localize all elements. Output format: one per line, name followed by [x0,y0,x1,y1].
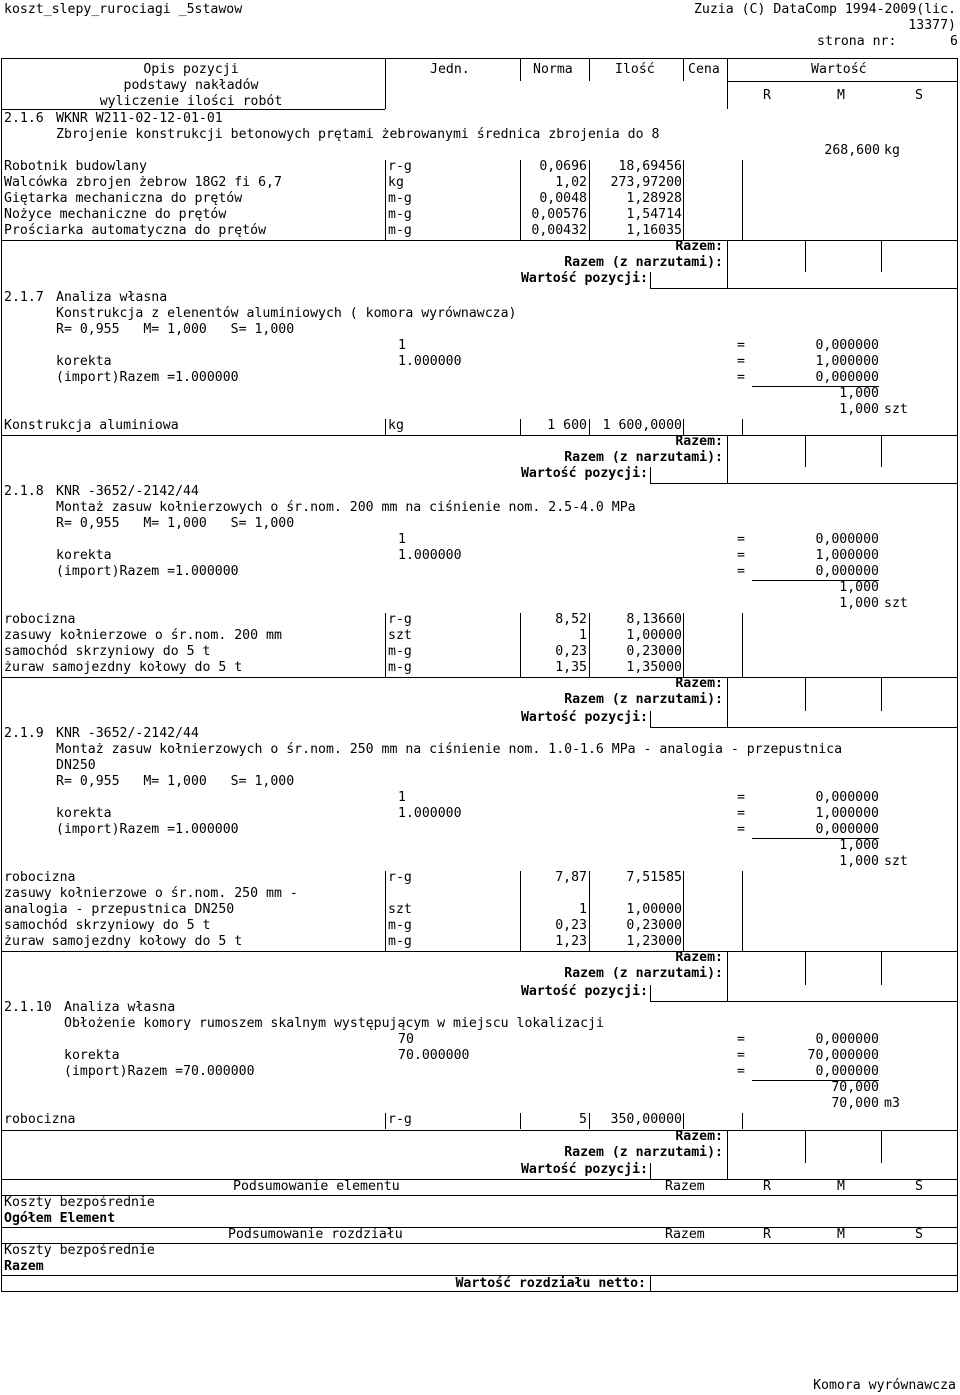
divider [727,677,728,727]
divider [650,711,651,727]
import-value: 70.000000 [183,1064,255,1079]
license: 13377) [908,18,956,33]
calc-sum: 1,000 [839,838,879,853]
divider [385,58,386,109]
import-value: 1.000000 [175,564,239,579]
resource-quantity: 1,16035 [626,223,682,238]
position-unit: kg [884,143,900,158]
copyright: Zuzia (C) DataComp 1994-2009(lic. [693,2,956,17]
divider [2,1179,958,1180]
rms-coefficients: R= 0,955 M= 1,000 S= 1,000 [56,516,295,531]
razem-narzuty-label: Razem (z narzutami): [564,966,723,981]
position-quantity: 1,000 [839,402,879,417]
rms-coefficients: R= 0,955 M= 1,000 S= 1,000 [56,774,295,789]
equals: = [737,806,745,821]
position-number: 2.1.8 [4,484,44,499]
resource-unit: m-g [388,918,412,933]
calc-result: 0,000000 [815,532,879,547]
resource-name: samochód skrzyniowy do 5 t [4,918,211,933]
summary-m-header: M [837,1227,845,1242]
razem-label: Razem: [675,950,723,965]
divider [520,160,521,240]
divider [2,109,385,110]
resource-quantity: 18,69456 [618,159,682,174]
resource-unit: m-g [388,223,412,238]
position-number: 2.1.7 [4,290,44,305]
divider [683,613,684,677]
divider [2,1227,958,1228]
calc-value: 70 [398,1032,414,1047]
document-title: koszt_slepy_rurociagi _5stawow [4,2,243,17]
resource-unit: m-g [388,191,412,206]
resource-norma: 5 [579,1112,587,1127]
divider [589,871,590,951]
page-number: 6 [950,34,958,49]
resource-unit: m-g [388,207,412,222]
resource-unit: r-g [388,1112,412,1127]
import-label [64,1064,255,1080]
col-podstawy: podstawy nakładów [123,78,259,93]
equals: = [737,532,745,547]
import-text: (import)Razem = [56,564,176,579]
calc-result: 0,000000 [815,338,879,353]
resource-norma: 1 600 [547,418,587,433]
resource-norma: 8,52 [555,612,587,627]
col-r: R [763,88,771,103]
divider [805,240,806,272]
resource-norma: 1,23 [555,934,587,949]
resource-unit: m-g [388,644,412,659]
equals: = [737,338,745,353]
resource-name: żuraw samojezdny kołowy do 5 t [4,660,243,675]
koszty-bezposrednie-label: Koszty bezpośrednie [4,1195,155,1210]
divider [520,1113,521,1129]
resource-name: samochód skrzyniowy do 5 t [4,644,211,659]
divider [589,58,590,81]
divider [727,240,728,288]
col-m: M [837,88,845,103]
divider [589,613,590,677]
col-cena: Cena [688,62,720,77]
import-result: 0,000000 [815,370,879,385]
calc-value: 1 [398,790,406,805]
resource-unit: szt [388,628,412,643]
equals: = [737,790,745,805]
korekta-value: 1.000000 [398,548,462,563]
resource-name: Prościarka automatyczna do prętów [4,223,267,238]
footer-element-name: Komora wyrównawcza [813,1378,956,1393]
position-quantity: 1,000 [839,596,879,611]
position-code: Analiza własna [56,290,168,305]
divider [683,160,684,240]
position-quantity: 70,000 [831,1096,879,1111]
resource-quantity: 0,23000 [626,918,682,933]
divider [683,1113,684,1129]
resource-norma: 0,23 [555,644,587,659]
koszty-bezposrednie-label: Koszty bezpośrednie [4,1243,155,1258]
resource-norma: 0,00576 [531,207,587,222]
korekta-result: 70,000000 [807,1048,879,1063]
divider [881,677,882,711]
page-label: strona nr: [817,34,897,49]
equals: = [737,354,745,369]
wartosc-pozycji-label: Wartość pozycji: [520,271,648,286]
divider [385,419,386,435]
resource-quantity: 1,28928 [626,191,682,206]
divider [805,951,806,985]
import-text: (import)Razem = [56,370,176,385]
wartosc-pozycji-label: Wartość pozycji: [520,1162,648,1177]
summary-element-title: Podsumowanie elementu [233,1179,400,1194]
resource-quantity: 7,51585 [626,870,682,885]
divider [727,58,728,109]
resource-quantity: 1,00000 [626,902,682,917]
divider [385,613,386,677]
resource-quantity: 0,23000 [626,644,682,659]
divider [650,288,958,289]
resource-unit: r-g [388,870,412,885]
position-description: Konstrukcja z elenentów aluminiowych ( komora wyrównawcza) [56,306,517,321]
col-wartosc: Wartość [811,62,867,77]
resource-quantity: 273,97200 [610,175,682,190]
position-code: WKNR W211-02-12-01-01 [56,111,223,126]
wartosc-rozdzialu-netto-label: Wartość rozdziału netto: [455,1276,646,1291]
resource-quantity: 1,23000 [626,934,682,949]
position-description: Montaż zasuw kołnierzowych o śr.nom. 250 mm na ciśnienie nom. 1.0-1.6 MPa - analogia - przepustnica [56,742,843,757]
razem-narzuty-label: Razem (z narzutami): [564,1145,723,1160]
divider [683,871,684,951]
calc-sum: 70,000 [831,1080,879,1095]
summary-s-header: S [915,1179,923,1194]
resource-norma: 0,0696 [539,159,587,174]
resource-name: robocizna [4,612,76,627]
razem-narzuty-label: Razem (z narzutami): [564,450,723,465]
resource-unit: kg [388,175,404,190]
import-label [56,370,239,386]
calc-value: 1 [398,532,406,547]
divider [742,613,743,677]
import-text: (import)Razem = [56,822,176,837]
import-result: 0,000000 [815,1064,879,1079]
equals: = [737,564,745,579]
col-wyliczenie: wyliczenie ilości robót [99,94,283,109]
divider [650,985,651,1001]
divider [589,1113,590,1129]
divider [2,951,958,952]
col-jedn: Jedn. [430,62,470,77]
korekta-result: 1,000000 [815,548,879,563]
equals: = [737,1048,745,1063]
equals: = [737,548,745,563]
divider [520,871,521,951]
resource-norma: 1 [579,628,587,643]
resource-norma: 1,35 [555,660,587,675]
resource-unit: m-g [388,660,412,675]
position-quantity: 1,000 [839,854,879,869]
resource-name: zasuwy kołnierzowe o śr.nom. 250 mm - [4,886,298,901]
divider [650,727,958,728]
resource-unit: r-g [388,612,412,627]
position-unit: szt [884,854,908,869]
import-value: 1.000000 [175,370,239,385]
korekta-value: 70.000000 [398,1048,470,1063]
resource-norma: 1,02 [555,175,587,190]
razem-label: Razem: [675,676,723,691]
resource-norma: 0,00432 [531,223,587,238]
wartosc-pozycji-label: Wartość pozycji: [520,984,648,999]
ogolem-element-label: Ogółem Element [4,1211,116,1226]
resource-norma: 0,23 [555,918,587,933]
korekta-label: korekta [56,354,112,369]
import-label [56,822,239,838]
resource-norma: 7,87 [555,870,587,885]
resource-name: robocizna [4,1112,76,1127]
resource-name: zasuwy kołnierzowe o śr.nom. 200 mm [4,628,282,643]
calc-sum: 1,000 [839,386,879,401]
divider [742,1113,743,1129]
divider [2,677,958,678]
resource-name: Giętarka mechaniczna do prętów [4,191,243,206]
divider [881,240,882,272]
resource-name-cont: analogia - przepustnica DN250 [4,902,235,917]
resource-quantity: 1,00000 [626,628,682,643]
razem-label: Razem: [675,1129,723,1144]
summary-r-header: R [763,1179,771,1194]
position-description-cont: DN250 [56,758,96,773]
resource-unit: szt [388,902,412,917]
position-code: KNR -3652/-2142/44 [56,484,199,499]
import-value: 1.000000 [175,822,239,837]
divider [805,677,806,711]
position-number: 2.1.9 [4,726,44,741]
divider [650,483,958,484]
divider [650,467,651,483]
divider [520,58,521,81]
import-label [56,564,239,580]
summary-chapter-title: Podsumowanie rozdziału [228,1227,403,1242]
razem-total-label: Razem [4,1259,44,1274]
resource-name: robocizna [4,870,76,885]
razem-label: Razem: [675,239,723,254]
resource-name: Konstrukcja aluminiowa [4,418,179,433]
calc-result: 0,000000 [815,1032,879,1047]
calc-value: 1 [398,338,406,353]
resource-quantity: 1 600,0000 [602,418,682,433]
divider [520,419,521,435]
divider [650,1275,651,1292]
divider [520,613,521,677]
korekta-label: korekta [56,548,112,563]
col-ilosc: Ilość [615,62,655,77]
divider [805,1130,806,1163]
rms-coefficients: R= 0,955 M= 1,000 S= 1,000 [56,322,295,337]
divider [742,160,743,240]
divider [650,272,651,288]
resource-quantity: 8,13660 [626,612,682,627]
divider [881,435,882,467]
resource-name: Nożyce mechaniczne do prętów [4,207,227,222]
resource-quantity: 1,54714 [626,207,682,222]
divider [385,160,386,240]
divider [385,1113,386,1129]
divider [683,419,684,435]
korekta-value: 1.000000 [398,354,462,369]
summary-r-header: R [763,1227,771,1242]
position-description: Zbrojenie konstrukcji betonowych prętami żebrowanymi średnica zbrojenia do 8 [56,127,660,142]
calc-result: 0,000000 [815,790,879,805]
summary-razem-header: Razem [665,1227,705,1242]
korekta-label: korekta [64,1048,120,1063]
divider [881,1130,882,1163]
razem-narzuty-label: Razem (z narzutami): [564,255,723,270]
divider [805,435,806,467]
divider [881,951,882,985]
col-norma: Norma [533,62,573,77]
import-text: (import)Razem = [64,1064,184,1079]
equals: = [737,822,745,837]
position-number: 2.1.10 [4,1000,52,1015]
divider [2,1130,958,1131]
divider [742,419,743,435]
divider [683,58,684,81]
import-result: 0,000000 [815,822,879,837]
resource-unit: r-g [388,159,412,174]
korekta-result: 1,000000 [815,806,879,821]
divider [650,1163,651,1179]
razem-narzuty-label: Razem (z narzutami): [564,692,723,707]
position-unit: szt [884,402,908,417]
resource-unit: m-g [388,934,412,949]
position-description: Montaż zasuw kołnierzowych o śr.nom. 200 mm na ciśnienie nom. 2.5-4.0 MPa [56,500,636,515]
divider [650,1001,958,1002]
resource-name: Walcówka zbrojen żebrow 18G2 fi 6,7 [4,175,282,190]
divider [742,871,743,951]
resource-name: żuraw samojezdny kołowy do 5 t [4,934,243,949]
razem-label: Razem: [675,434,723,449]
divider [2,240,958,241]
resource-norma: 0,0048 [539,191,587,206]
summary-s-header: S [915,1227,923,1242]
summary-razem-header: Razem [665,1179,705,1194]
resource-quantity: 1,35000 [626,660,682,675]
korekta-label: korekta [56,806,112,821]
wartosc-pozycji-label: Wartość pozycji: [520,710,648,725]
equals: = [737,1064,745,1079]
divider [385,871,386,951]
equals: = [737,1032,745,1047]
divider [727,81,958,82]
import-result: 0,000000 [815,564,879,579]
calc-sum: 1,000 [839,580,879,595]
summary-m-header: M [837,1179,845,1194]
equals: = [737,370,745,385]
position-unit: m3 [884,1096,900,1111]
position-number: 2.1.6 [4,111,44,126]
divider [589,160,590,240]
divider [727,951,728,1001]
position-quantity: 268,600 [824,143,880,158]
position-unit: szt [884,596,908,611]
wartosc-pozycji-label: Wartość pozycji: [520,466,648,481]
resource-norma: 1 [579,902,587,917]
korekta-value: 1.000000 [398,806,462,821]
resource-unit: kg [388,418,404,433]
col-s: S [915,88,923,103]
divider [589,419,590,435]
divider [727,435,728,483]
col-opis: Opis pozycji [143,62,239,77]
korekta-result: 1,000000 [815,354,879,369]
resource-quantity: 350,00000 [610,1112,682,1127]
resource-name: Robotnik budowlany [4,159,147,174]
divider [2,435,958,436]
position-code: KNR -3652/-2142/44 [56,726,199,741]
position-code: Analiza własna [64,1000,176,1015]
position-description: Obłożenie komory rumoszem skalnym występującym w miejscu lokalizacji [64,1016,604,1031]
divider [727,1130,728,1179]
